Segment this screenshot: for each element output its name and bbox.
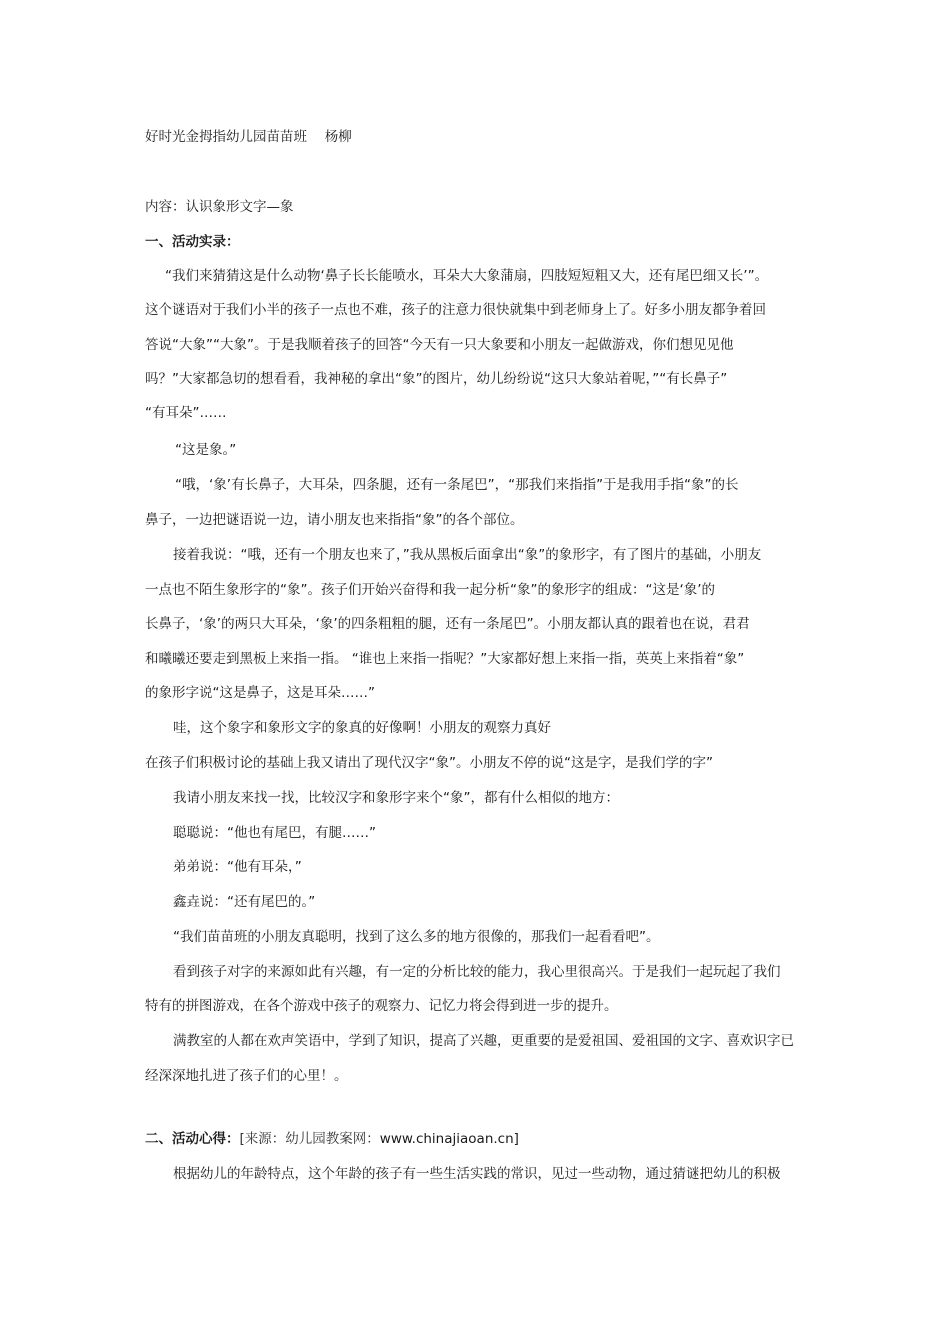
paragraph-line: 答说“大象”“大象”。于是我顺着孩子的回答“今天有一只大象要和小朋友一起做游戏，你们想见见他 [145,337,734,353]
paragraph-line: 的象形字说“这是鼻子，这是耳朵……” [145,685,375,701]
section2-heading [145,1130,519,1148]
paragraph-line: 吗？”大家都急切的想看看，我神秘的拿出“象”的图片，幼儿纷纷说“这只大象站着呢，”“有长鼻子” [145,371,728,387]
content-line: 内容：认识象形文字—象 [145,199,294,215]
paragraph-line: 长鼻子，‘象’的两只大耳朵，‘象’的四条粗粗的腿，还有一条尾巴”。小朋友都认真的跟着也在说，君君 [145,616,750,632]
paragraph-line: 根据幼儿的年龄特点，这个年龄的孩子有一些生活实践的常识，见过一些动物，通过猜谜把幼儿的积极 [173,1166,781,1182]
section2-heading-text: 二、活动心得： [145,1131,240,1147]
paragraph-line: 我请小朋友来找一找，比较汉字和象形字来个“象”，都有什么相似的地方： [173,790,619,806]
paragraph-line: “我们来猜猜这是什么动物‘鼻子长长能喷水，耳朵大大象蒲扇，四肢短短粗又大，还有尾巴细又长’”。 [165,268,769,284]
dialogue-line: 弟弟说：“他有耳朵，” [173,859,302,875]
paragraph-line: “有耳朵”…… [145,405,227,421]
paragraph-line: “我们苗苗班的小朋友真聪明，找到了这么多的地方很像的，那我们一起看看吧”。 [173,929,660,945]
source-close: ] [513,1131,519,1147]
paragraph-line: 看到孩子对字的来源如此有兴趣，有一定的分析比较的能力，我心里很高兴。于是我们一起玩起了我们 [173,964,781,980]
paragraph-line: 和曦曦还要走到黑板上来指一指。 “谁也上来指一指呢？”大家都好想上来指一指，英英上来指着“象” [145,651,745,667]
paragraph-line: 接着我说：“哦，还有一个朋友也来了，”我从黑板后面拿出“象”的象形字，有了图片的基础，小朋友 [173,547,762,563]
paragraph-line: 鼻子，一边把谜语说一边，请小朋友也来指指“象”的各个部位。 [145,512,524,528]
dialogue-line: 聪聪说：“他也有尾巴，有腿……” [173,825,376,841]
paragraph-line: 在孩子们积极讨论的基础上我又请出了现代汉字“象”。小朋友不停的说“这是字，是我们学的字” [145,755,713,771]
author-line: 好时光金拇指幼儿园苗苗班 杨柳 [145,129,352,145]
paragraph-line: 经深深地扎进了孩子们的心里！。 [145,1068,348,1084]
source-link[interactable]: www.chinajiaoan.cn [379,1131,514,1147]
paragraph-line: 这个谜语对于我们小半的孩子一点也不难，孩子的注意力很快就集中到老师身上了。好多小朋友都争着回 [145,302,766,318]
paragraph-line: “哦，‘象’有长鼻子，大耳朵，四条腿，还有一条尾巴”，“那我们来指指”于是我用手指“象”的长 [175,477,739,493]
paragraph-line: 满教室的人都在欢声笑语中，学到了知识，提高了兴趣，更重要的是爱祖国、爱祖国的文字、喜欢识字已 [173,1033,794,1049]
paragraph-line: “这是象。” [175,442,237,458]
dialogue-line: 鑫垚说：“还有尾巴的。” [173,894,316,910]
paragraph-line: 哇，这个象字和象形文字的象真的好像啊！小朋友的观察力真好 [173,720,551,736]
section1-heading: 一、活动实录： [145,234,240,250]
paragraph-line: 特有的拼图游戏，在各个游戏中孩子的观察力、记忆力将会得到进一步的提升。 [145,998,618,1014]
source-label: [来源：幼儿园教案网： [239,1131,380,1147]
paragraph-line: 一点也不陌生象形字的“象”。孩子们开始兴奋得和我一起分析“象”的象形字的组成：“这是‘象’的 [145,582,716,598]
